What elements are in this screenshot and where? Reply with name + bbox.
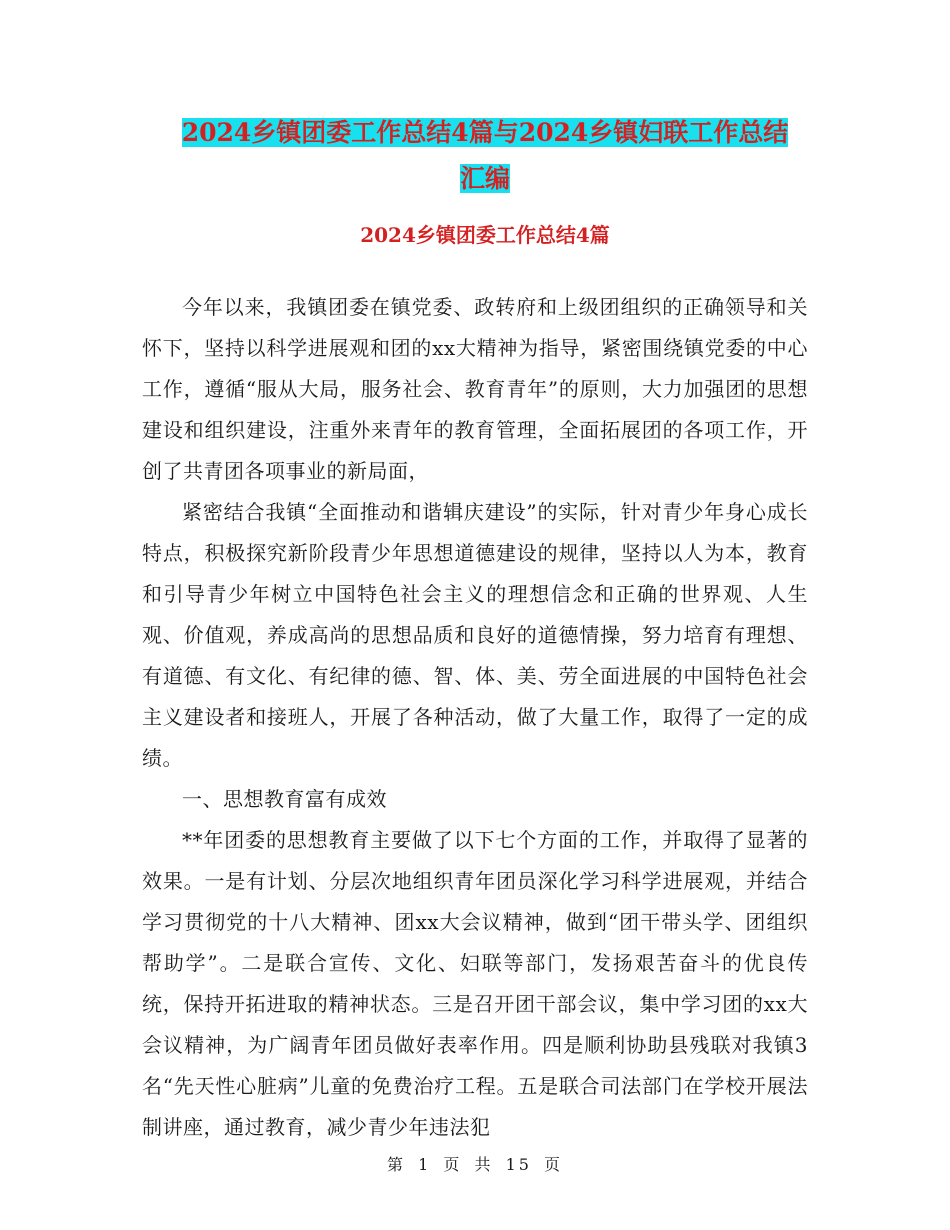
footer-total-pages: 15 — [505, 1155, 532, 1174]
subheading: 一、思想教育富有成效 — [182, 787, 387, 811]
footer-page-label: 第 — [386, 1155, 406, 1174]
paragraph: 今年以来，我镇团委在镇党委、政转府和上级团组织的正确领导和关怀下，坚持以科学进展观和团的xx大精神为指导，紧密围绕镇党委的中心工作，遵循“服从大局，服务社会、教育青年”的原则，大力加强团的思想建设和组织建设，注重外来青年的教育管理，全面拓展团的各项工作，开创了共青团各项事业的新局面， — [142, 295, 808, 483]
document-title-line1: 2024乡镇团委工作总结4篇与2024乡镇妇联工作总结 — [181, 118, 789, 147]
footer-total-unit: 页 — [544, 1155, 564, 1174]
document-title-line2: 汇编 — [459, 164, 510, 193]
footer-page-unit: 页 — [443, 1155, 463, 1174]
paragraph: **年团委的思想教育主要做了以下七个方面的工作，并取得了显著的效果。一是有计划、分层次地组织青年团员深化学习科学进展观，并结合学习贯彻党的十八大精神、团xx大会议精神，做到“团干带头学、团组织帮助学”。二是联合宣传、文化、妇联等部门，发扬艰苦奋斗的优良传统，保持开拓进取的精神状态。三是召开团干部会议，集中学习团的xx大会议精神，为广阔青年团员做好表率作用。四是顺利协助县残联对我镇3名“先天性心脏病”儿童的免费治疗工程。五是联合司法部门在学校开展法制讲座，通过教育，减少青少年违法犯 — [142, 828, 808, 1139]
footer-total-label: 共 — [474, 1155, 494, 1174]
paragraph: 紧密结合我镇“全面推动和谐辑庆建设”的实际，针对青少年身心成长特点，积极探究新阶段青少年思想道德建设的规律，坚持以人为本，教育和引导青少年树立中国特色社会主义的理想信念和正确的世界观、人生观、价值观，养成高尚的思想品质和良好的道德情操，努力培育有理想、有道德、有文化、有纪律的德、智、体、美、劳全面进展的中国特色社会主义建设者和接班人，开展了各种活动，做了大量工作，取得了一定的成绩。 — [142, 500, 808, 770]
footer-page-number: 1 — [418, 1155, 432, 1174]
document-body — [142, 287, 808, 1148]
document-title — [140, 110, 830, 202]
page-footer — [0, 1152, 950, 1175]
section-title: 2024乡镇团委工作总结4篇 — [360, 223, 610, 247]
